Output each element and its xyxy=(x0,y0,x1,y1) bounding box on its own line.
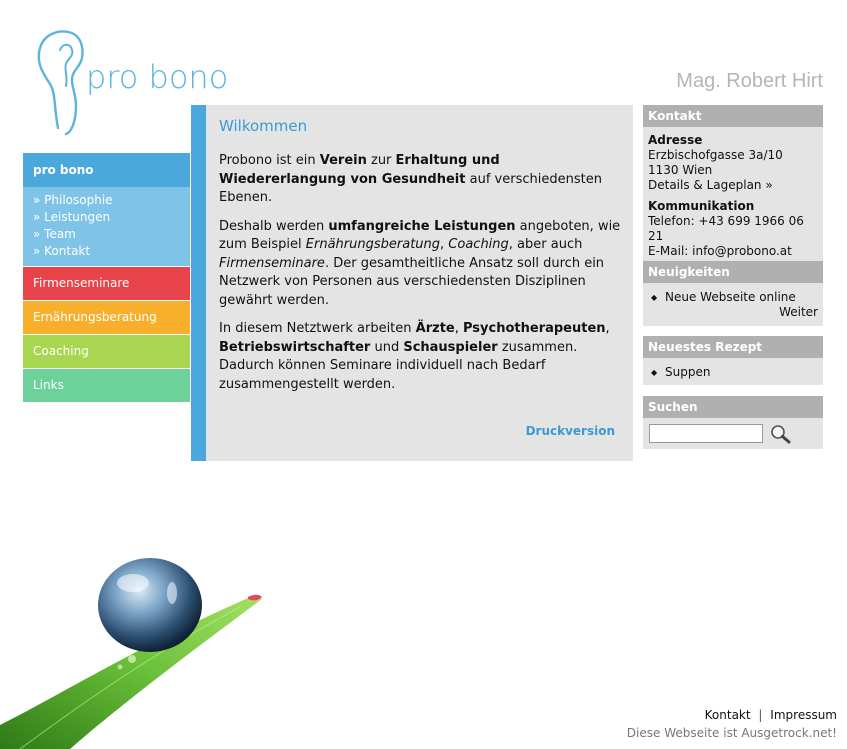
footer-links xyxy=(705,708,837,722)
nav-item-firmenseminare[interactable]: Firmenseminare xyxy=(23,267,190,300)
recipe-item[interactable]: ◆ Suppen xyxy=(648,365,818,380)
nav-item-team[interactable]: » Team xyxy=(33,227,76,241)
search-heading: Suchen xyxy=(643,396,823,418)
search-input[interactable] xyxy=(649,424,763,443)
map-link[interactable]: Details & Lageplan » xyxy=(648,178,773,192)
search-box xyxy=(643,396,823,449)
phone-number: Telefon: +43 699 1966 06 21 xyxy=(648,214,804,243)
nav-item-coaching[interactable]: Coaching xyxy=(23,335,190,368)
contact-box xyxy=(643,105,823,265)
nav-item-ernaehrungsberatung[interactable]: Ernährungsberatung xyxy=(23,301,190,334)
recipe-box xyxy=(643,336,823,385)
news-item[interactable]: ◆ Neue Webseite online xyxy=(648,290,818,305)
main-navigation xyxy=(23,153,190,402)
communication-label: Kommunikation xyxy=(648,199,755,213)
nav-item-philosophie[interactable]: » Philosophie xyxy=(33,193,113,207)
owner-name: Mag. Robert Hirt xyxy=(676,70,823,92)
nav-submenu xyxy=(23,187,190,266)
nav-title[interactable]: pro bono xyxy=(23,153,190,187)
logo-text: pro bono xyxy=(86,58,229,96)
news-more-link[interactable]: Weiter xyxy=(779,305,818,319)
news-box xyxy=(643,261,823,326)
recipe-heading: Neuestes Rezept xyxy=(643,336,823,358)
address-city: 1130 Wien xyxy=(648,163,713,177)
search-button[interactable] xyxy=(770,424,794,444)
contact-heading: Kontakt xyxy=(643,105,823,127)
nav-item-links[interactable]: Links xyxy=(23,369,190,402)
email-address[interactable]: E-Mail: info@probono.at xyxy=(648,244,792,258)
print-version-link[interactable]: Druckversion xyxy=(525,424,615,438)
main-content xyxy=(191,105,633,461)
footer-separator: | xyxy=(758,708,763,722)
search-icon xyxy=(770,424,792,444)
services-paragraph: Deshalb werden umfangreiche Leistungen angeboten, wie zum Beispiel Ernährungsberatung, Coaching, aber auch Firmenseminare. Der gesamtheitliche Ansatz soll durch ein Netzwerk von Personen aus verschiedensten Disziplinen gewährt werden. xyxy=(219,218,621,308)
page-title: Wilkommen xyxy=(219,117,308,135)
nav-item-kontakt[interactable]: » Kontakt xyxy=(33,244,91,258)
content-accent-bar xyxy=(191,105,206,461)
intro-paragraph: Probono ist ein Verein zur Erhaltung und Wiedererlangung von Gesundheit auf verschiedensten Ebenen. xyxy=(219,153,602,205)
footer-note: Diese Webseite ist Ausgetrock.net! xyxy=(626,726,837,740)
address-label: Adresse xyxy=(648,133,703,147)
network-paragraph: In diesem Netztwerk arbeiten Ärzte, Psychotherapeuten, Betriebswirtschafter und Schauspieler zusammen. Dadurch können Seminare individuell nach Bedarf zusammengestellt werden. xyxy=(219,321,610,392)
news-heading: Neuigkeiten xyxy=(643,261,823,283)
footer-kontakt-link[interactable]: Kontakt xyxy=(704,708,751,722)
water-drop-leaf-illustration xyxy=(0,555,270,749)
nav-item-leistungen[interactable]: » Leistungen xyxy=(33,210,111,224)
footer-impressum-link[interactable]: Impressum xyxy=(770,708,837,722)
address-street: Erzbischofgasse 3a/10 xyxy=(648,148,783,162)
